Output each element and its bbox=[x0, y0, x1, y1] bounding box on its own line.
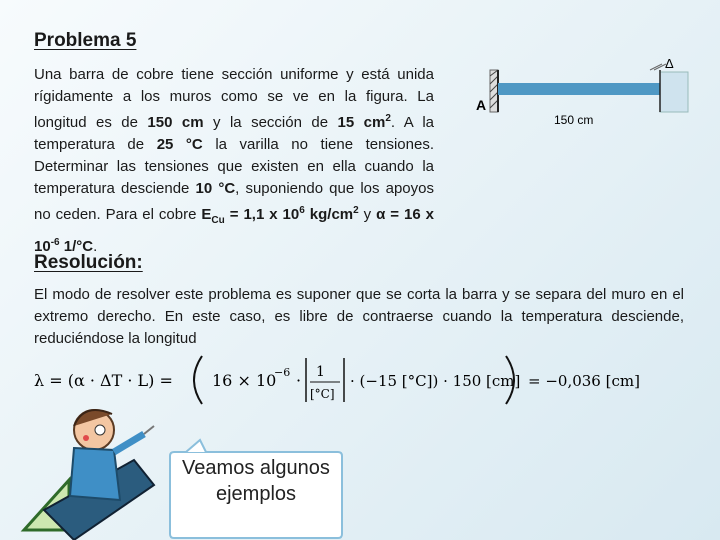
bubble-line-1: Veamos algunos bbox=[182, 457, 330, 479]
problem-text: y la sección de bbox=[203, 114, 338, 131]
formula-coef-exp: −6 bbox=[274, 366, 291, 379]
bar-diagram bbox=[470, 50, 695, 140]
bubble-line-2: ejemplos bbox=[215, 483, 297, 505]
problem-title: Problema 5 bbox=[34, 30, 137, 51]
problem-text: . A la temperatura de bbox=[34, 114, 434, 153]
formula-frac-num: 1 bbox=[316, 364, 325, 380]
resolution-body: El modo de resolver este problema es suponer que se corta la barra y se separa del muro en el extremo derecho. En este caso, es libre de contraerse cuando la temperatura desciende, reduciéndose la longitud bbox=[34, 286, 684, 347]
left-wall-hatch bbox=[490, 70, 498, 112]
resolution-title: Resolución: bbox=[34, 252, 143, 273]
copper-bar bbox=[498, 83, 660, 95]
alpha-value: α = 16 x $10^{-6}$ 1/°C bbox=[34, 206, 435, 255]
length-value: 150 cm bbox=[147, 114, 204, 131]
temp-value: 25 °C bbox=[156, 136, 203, 153]
formula-coef: 16 × 10 bbox=[212, 371, 277, 390]
svg-text:·: · bbox=[296, 371, 302, 390]
area-value: 15 $cm^2$ bbox=[337, 113, 391, 131]
problem-text: , suponiendo que los apoyos no ceden. Para el cobre bbox=[34, 180, 434, 223]
formula-frac-den: [°C] bbox=[310, 387, 335, 401]
formula-mid: · (−15 [°C]) · 150 [cm] bbox=[350, 372, 521, 390]
speech-bubble-text bbox=[166, 455, 346, 507]
formula-result: = −0,036 [cm] bbox=[528, 372, 640, 390]
young-modulus: $E_{Cu} = 1,1$ x $10^6$ $kg/cm^2$ bbox=[201, 205, 359, 226]
problem-text: Una barra de cobre tiene sección uniforme y está unida rígidamente a los muros como se ve en la figura. La longitud es de bbox=[34, 66, 434, 131]
gap-region bbox=[660, 72, 688, 112]
problem-text: y bbox=[358, 206, 372, 223]
problem-text: la varilla no tiene tensiones. Determinar las tensiones que existen en ella cuando la temperatura desciende bbox=[34, 136, 434, 197]
formula-lhs: λ = (α · ΔT · L) = bbox=[34, 371, 173, 390]
delta-icon: Δ bbox=[665, 56, 674, 71]
cartoon-professor-illustration bbox=[14, 390, 164, 540]
temp-drop-value: 10 °C bbox=[195, 180, 236, 197]
problem-statement: Una barra de cobre tiene sección uniforme y está unida rígidamente a los muros como se ve en la figura. La longitud es de 150 cm y la sección de 15 $cm^2$. A la temperatura de 25 °C la varilla no tiene tensiones. Determinar las tensiones que existen en ella cuando la temperatura desciende 10 °C, suponiendo que los apoyos no ceden. Para el cobre $E_{Cu} = 1,1$ x $10^6$ $kg/cm^2$ y α = 16 x $10^{-6}$ 1/°C. bbox=[34, 66, 435, 255]
length-label: 150 cm bbox=[554, 113, 594, 127]
label-a: A bbox=[476, 97, 487, 113]
